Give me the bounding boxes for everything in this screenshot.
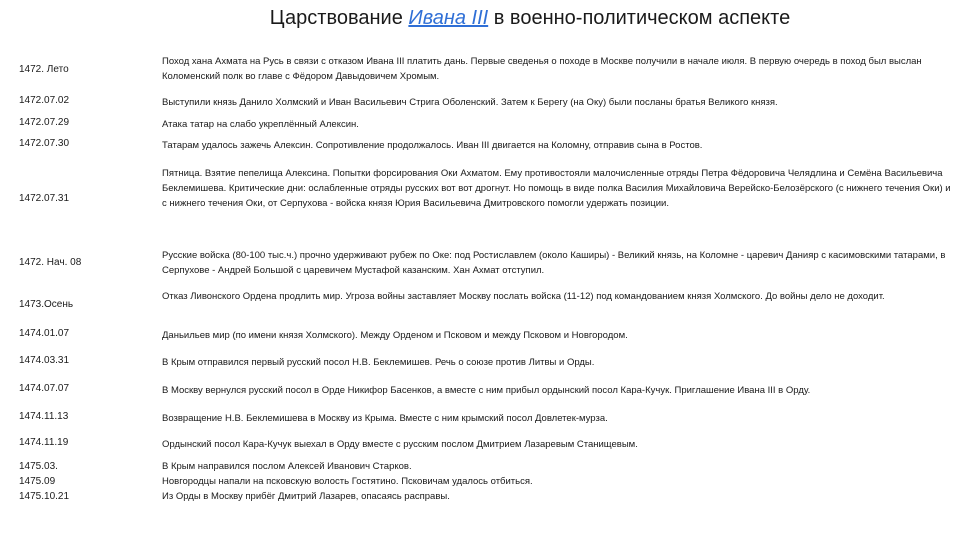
row-text: Отказ Ливонского Ордена продлить мир. Угроза войны заставляет Москву послать войска (11-12) под командованием князя Холмского. До войны дело не доходит. bbox=[162, 291, 885, 302]
row-date: 1475.10.21 bbox=[19, 491, 70, 502]
row-date: 1475.09 bbox=[19, 476, 56, 487]
row-date: 1472.07.02 bbox=[19, 95, 70, 106]
table-row bbox=[0, 383, 960, 399]
row-date: 1472.07.29 bbox=[19, 117, 70, 128]
title-highlight-link[interactable]: Ивана III bbox=[408, 7, 489, 29]
row-date: 1474.11.13 bbox=[19, 411, 69, 422]
row-text: Новгородцы напали на псковскую волость Гостятино. Псковичам удалось отбиться. bbox=[162, 476, 533, 487]
row-dates bbox=[19, 459, 149, 504]
row-texts bbox=[162, 459, 952, 504]
row-text: Даньильев мир (по имени князя Холмского). Между Орденом и Псковом и между Псковом и Новгородом. bbox=[162, 330, 628, 341]
table-row bbox=[0, 54, 960, 86]
page-title bbox=[0, 7, 960, 30]
table-row bbox=[0, 289, 960, 321]
row-date: 1474.07.07 bbox=[19, 383, 70, 394]
title-after: в военно-политическом аспекте bbox=[488, 7, 791, 29]
row-date: 1474.01.07 bbox=[19, 328, 70, 339]
row-date: 1474.11.19 bbox=[19, 437, 69, 448]
row-date: 1472.07.30 bbox=[19, 138, 70, 149]
table-row bbox=[0, 117, 960, 133]
row-date: 1474.03.31 bbox=[19, 355, 70, 366]
row-text: Русские войска (80-100 тыс.ч.) прочно удерживают рубеж по Оке: под Ростиславлем (около Каширы) - Великий князь, на Коломне - царевич Данияр с касимовскими татарами, в Серпухове - Андрей Большой с царевичем Мустафой казанским. Хан Ахмат отступил. bbox=[162, 250, 946, 276]
row-text: Из Орды в Москву прибёг Дмитрий Лазарев, опасаясь расправы. bbox=[162, 491, 450, 502]
row-text: Атака татар на слабо укреплённый Алексин. bbox=[162, 119, 359, 130]
table-row bbox=[0, 166, 960, 228]
table-row bbox=[0, 248, 960, 280]
row-text: Поход хана Ахмата на Русь в связи с отказом Ивана III платить дань. Первые сведенья о походе в Москве получили в начале июля. В первую очередь в поход был выслан Коломенский полк во главе с Фёдором Давыдовичем Хромым. bbox=[162, 56, 922, 82]
row-text: В Крым отправился первый русский посол Н.В. Беклемишев. Речь о союзе против Литвы и Орды. bbox=[162, 357, 595, 368]
row-date: 1475.03. bbox=[19, 461, 58, 472]
row-date: 1472. Лето bbox=[19, 64, 69, 75]
row-text: Пятница. Взятие пепелища Алексина. Попытки форсирования Оки Ахматом. Ему противостояли малочисленные отряды Петра Фёдоровича Челядлина и Семёна Васильевича Беклемишева. Критические дни: ослабленные отряды русских вот вот дрогнут. Но помощь в виде полка Василия Михайловича Верейско-Белозёрского (с нижнего течения Оки) и с нижнего течения Оки, от Серпухова - войска князя Юрия Васильевича Дмитровского помогли удержать позиции. bbox=[162, 168, 951, 209]
row-text: Ордынский посол Кара-Кучук выехал в Орду вместе с русским послом Дмитрием Лазаревым Станищевым. bbox=[162, 439, 638, 450]
table-row bbox=[0, 411, 960, 427]
row-text: Возвращение Н.В. Беклемишева в Москву из Крыма. Вместе с ним крымский посол Довлетек-мурза. bbox=[162, 413, 608, 424]
row-date: 1472.07.31 bbox=[19, 193, 70, 204]
row-text: Выступили князь Данило Холмский и Иван Васильевич Стрига Оболенский. Затем к Берегу (на Оку) были посланы братья Великого князя. bbox=[162, 97, 778, 108]
table-row bbox=[0, 437, 960, 453]
row-text: Татарам удалось зажечь Алексин. Сопротивление продолжалось. Иван III двигается на Коломну, отправив сына в Ростов. bbox=[162, 140, 703, 151]
row-text: В Крым направился послом Алексей Иванович Старков. bbox=[162, 461, 412, 472]
table-row-1475 bbox=[0, 459, 960, 507]
row-text: В Москву вернулся русский посол в Орде Никифор Басенков, а вместе с ним прибыл ордынский посол Кара-Кучук. Приглашение Ивана III в Орду. bbox=[162, 385, 811, 396]
title-before: Царствование bbox=[269, 7, 409, 29]
table-row bbox=[0, 95, 960, 111]
row-date: 1473.Осень bbox=[19, 299, 74, 310]
table-row bbox=[0, 355, 960, 371]
table-row bbox=[0, 138, 960, 154]
table-row bbox=[0, 328, 960, 344]
row-date: 1472. Нач. 08 bbox=[19, 257, 82, 268]
